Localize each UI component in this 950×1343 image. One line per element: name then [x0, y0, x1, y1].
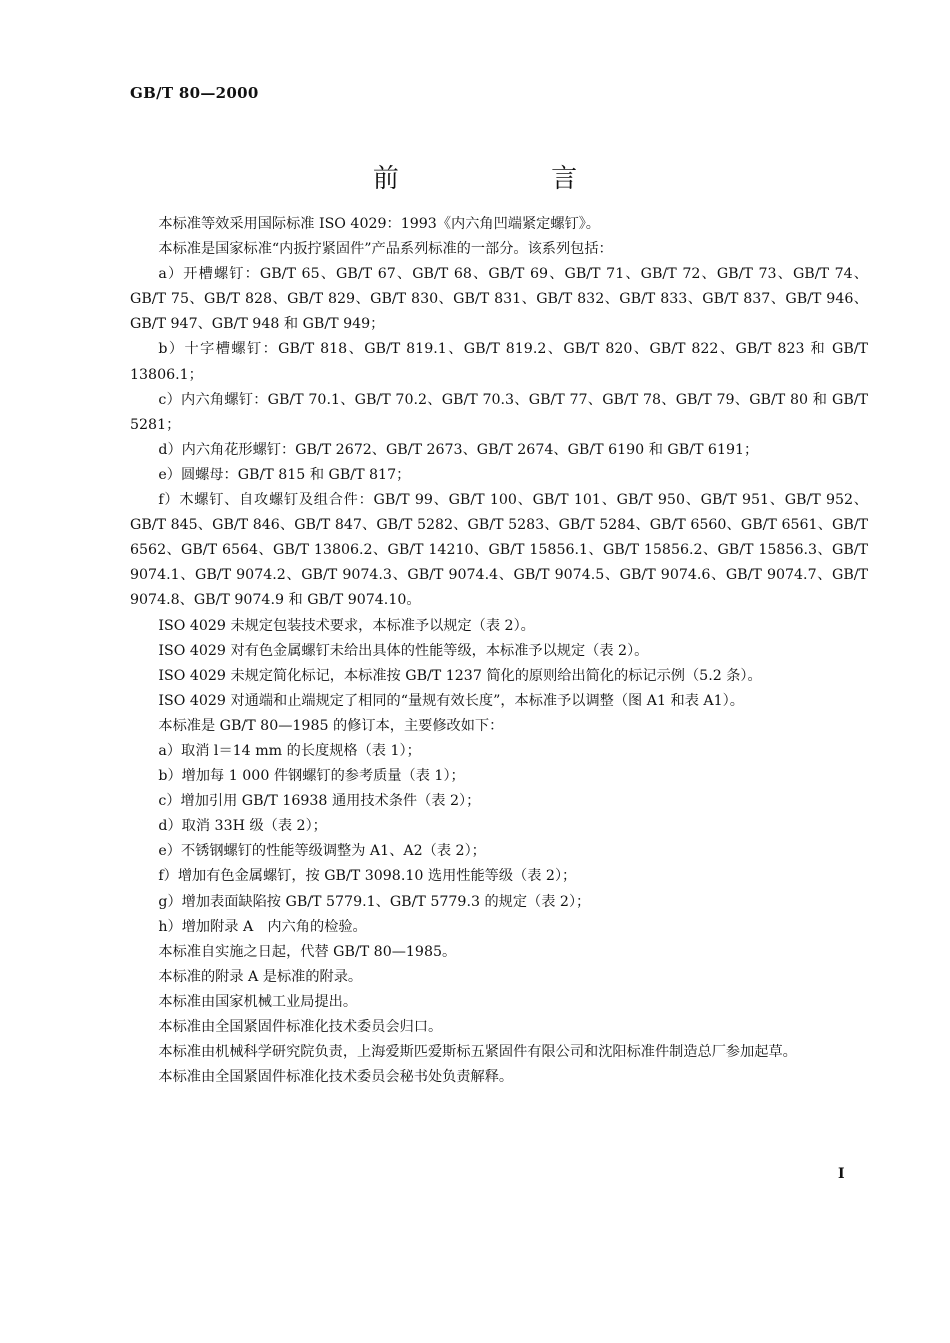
paragraph: 本标准等效采用国际标准 ISO 4029：1993《内六角凹端紧定螺钉》。	[158, 216, 600, 232]
list-item: b）十字槽螺钉：GB/T 818、GB/T 819.1、GB/T 819.2、GB/T 820、GB/T 822、GB/T 823 和 GB/T 13806.1；	[130, 341, 868, 383]
page-number: I	[838, 1166, 845, 1182]
list-item: f）木螺钉、自攻螺钉及组合件：GB/T 99、GB/T 100、GB/T 101、GB/T 950、GB/T 951、GB/T 952、GB/T 845、GB/T 846、GB/T 847、GB/T 5282、GB/T 5283、GB/T 5284、GB/T 6560、GB/T 6561、GB/T 6562、GB/T 6564、GB/T 13806.2、GB/T 14210、GB/T 15856.1、GB/T 15856.2、GB/T 15856.3、GB/T 9074.1、GB/T 9074.2、GB/T 9074.3、GB/T 9074.4、GB/T 9074.5、GB/T 9074.6、GB/T 9074.7、GB/T 9074.8、GB/T 9074.9 和 GB/T 9074.10。	[130, 492, 868, 609]
list-item: e）圆螺母：GB/T 815 和 GB/T 817；	[158, 466, 411, 483]
list-item: a）开槽螺钉：GB/T 65、GB/T 67、GB/T 68、GB/T 69、GB/T 71、GB/T 72、GB/T 73、GB/T 74、GB/T 75、GB/T 828、GB/T 829、GB/T 830、GB/T 831、GB/T 832、GB/T 833、GB/T 837、GB/T 946、GB/T 947、GB/T 948 和 GB/T 949；	[130, 266, 868, 333]
list-item: c）内六角螺钉：GB/T 70.1、GB/T 70.2、GB/T 70.3、GB/T 77、GB/T 78、GB/T 79、GB/T 80 和 GB/T 5281；	[130, 391, 868, 433]
paragraph: 本标准由国家机械工业局提出。	[158, 993, 358, 1010]
paragraph: 本标准自实施之日起，代替 GB/T 80—1985。	[158, 943, 457, 960]
list-item: h）增加附录 A 内六角的检验。	[158, 918, 367, 935]
list-item: b）增加每 1 000 件钢螺钉的参考质量（表 1）；	[158, 768, 465, 785]
paragraph: ISO 4029 对通端和止端规定了相同的“量规有效长度”，本标准予以调整（图 A1 和表 A1）。	[158, 692, 744, 709]
paragraph: 本标准由全国紧固件标准化技术委员会归口。	[158, 1019, 443, 1035]
list-item: g）增加表面缺陷按 GB/T 5779.1、GB/T 5779.3 的规定（表 2）；	[158, 893, 591, 910]
list-item: f）增加有色金属螺钉，按 GB/T 3098.10 选用性能等级（表 2）；	[158, 868, 577, 885]
list-item: e）不锈钢螺钉的性能等级调整为 A1、A2（表 2）；	[158, 843, 486, 860]
document-body	[130, 212, 868, 1090]
paragraph: 本标准是 GB/T 80—1985 的修订本，主要修改如下：	[158, 717, 504, 734]
paragraph: 本标准由全国紧固件标准化技术委员会秘书处负责解释。	[158, 1069, 514, 1086]
document-number-header: GB/T 80—2000	[130, 84, 259, 102]
paragraph: 本标准由机械科学研究院负责，上海爱斯匹爱斯标五紧固件有限公司和沈阳标准件制造总厂参加起草。	[158, 1044, 797, 1061]
list-item: a）取消 l＝14 mm 的长度规格（表 1）；	[158, 742, 421, 759]
list-item: d）取消 33H 级（表 2）；	[158, 818, 327, 835]
paragraph: 本标准的附录 A 是标准的附录。	[158, 968, 363, 985]
paragraph: 本标准是国家标准“内扳拧紧固件”产品系列标准的一部分。该系列包括：	[158, 241, 613, 258]
list-item: c）增加引用 GB/T 16938 通用技术条件（表 2）；	[158, 793, 481, 810]
paragraph: ISO 4029 未规定简化标记，本标准按 GB/T 1237 简化的原则给出简化的标记示例（5.2 条）。	[158, 667, 762, 684]
paragraph: ISO 4029 未规定包装技术要求，本标准予以规定（表 2）。	[158, 617, 535, 634]
paragraph: ISO 4029 对有色金属螺钉未给出具体的性能等级，本标准予以规定（表 2）。	[158, 642, 649, 659]
list-item: d）内六角花形螺钉：GB/T 2672、GB/T 2673、GB/T 2674、GB/T 6190 和 GB/T 6191；	[158, 441, 759, 458]
page-title: 前 言	[372, 164, 650, 194]
